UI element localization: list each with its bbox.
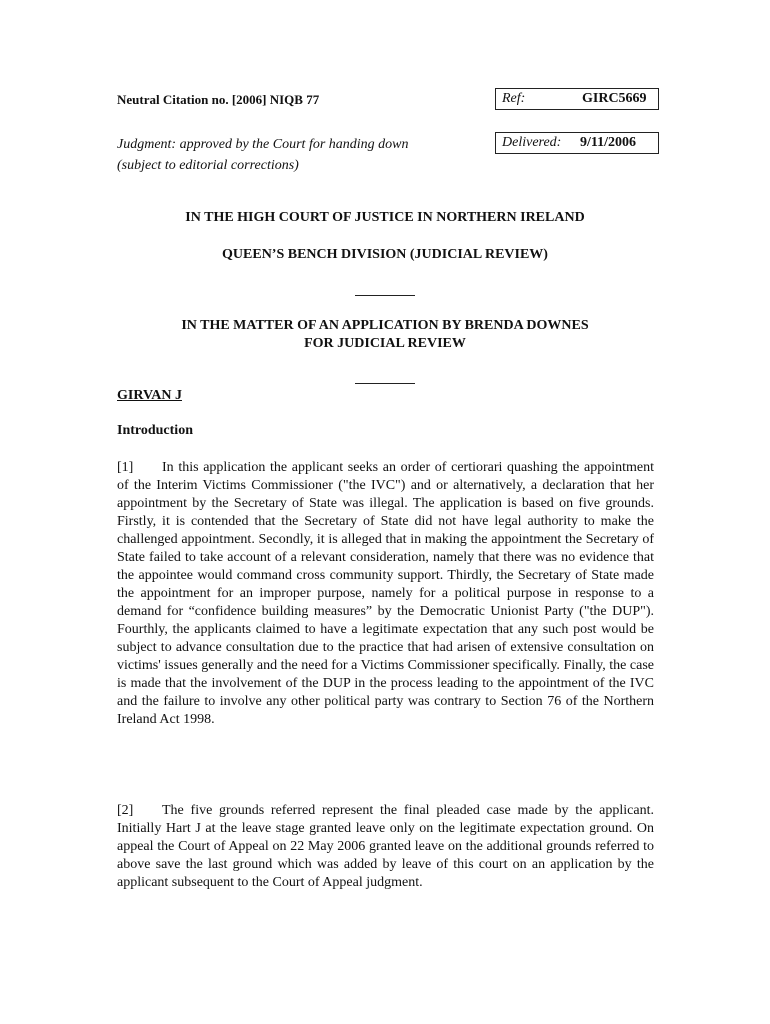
court-title: IN THE HIGH COURT OF JUSTICE IN NORTHERN IRELAND	[185, 210, 585, 225]
ref-box	[495, 88, 659, 110]
divider-rule	[355, 295, 415, 296]
paragraph-text: The five grounds referred represent the final pleaded case made by the applicant. Initially Hart J at the leave stage granted leave only on the legitimate expectation ground. On appeal the Court of Appeal on 22 May 2006 granted leave on the additional grounds referred to above save the last ground which was added by leave of this court on an application by the applicant subsequent to the Court of Appeal judgment.	[117, 803, 654, 890]
ref-label: Ref:	[502, 91, 526, 106]
matter-line-1: IN THE MATTER OF AN APPLICATION BY BRENDA DOWNES	[181, 318, 589, 333]
paragraph-text: In this application the applicant seeks an order of certiorari quashing the appointment of the Interim Victims Commissioner ("the IVC") and or alternatively, a declaration that her appointment by the Secretary of State was illegal. The application is based on five grounds. Firstly, it is contended that the Secretary of State did not have legal authority to make the challenged appointment. Secondly, it is alleged that in making the appointment the Secretary of State failed to take account of a relevant consideration, namely that there was no evidence that the appointee would command cross community support. Thirdly, the Secretary of State made the appointment for an improper purpose, namely for a political purpose in response to a demand for “confidence building measures” by the Democratic Unionist Party ("the DUP"). Fourthly, the applicants claimed to have a legitimate expectation that any such post would be subject to advance consultation due to the practice that had arisen of extensive consultation on victims' issues generally and the need for a Victims Commissioner specifically. Finally, the case is made that the involvement of the DUP in the process leading to the appointment of the IVC and the failure to involve any other political party was contrary to Section 76 of the Northern Ireland Act 1998.	[117, 460, 654, 727]
court-division: QUEEN’S BENCH DIVISION (JUDICIAL REVIEW)	[222, 247, 548, 262]
delivered-value: 9/11/2006	[580, 135, 637, 150]
judgment-line-2: (subject to editorial corrections)	[117, 158, 299, 173]
divider-rule	[355, 383, 415, 384]
delivered-label: Delivered:	[502, 135, 562, 150]
paragraph-1	[117, 459, 654, 729]
paragraph-2	[117, 802, 654, 892]
paragraph-number: [2]	[117, 803, 134, 818]
paragraph-number: [1]	[117, 460, 134, 475]
ref-value: GIRC5669	[582, 91, 647, 106]
matter-heading	[0, 317, 770, 353]
judgment-line-1: Judgment: approved by the Court for handing down	[117, 137, 409, 152]
delivered-box	[495, 132, 659, 154]
section-title: Introduction	[117, 423, 193, 438]
judgment-note	[117, 134, 409, 176]
neutral-citation: Neutral Citation no. [2006] NIQB 77	[117, 92, 320, 107]
judge-name: GIRVAN J	[117, 388, 182, 403]
matter-line-2: FOR JUDICIAL REVIEW	[304, 336, 466, 351]
